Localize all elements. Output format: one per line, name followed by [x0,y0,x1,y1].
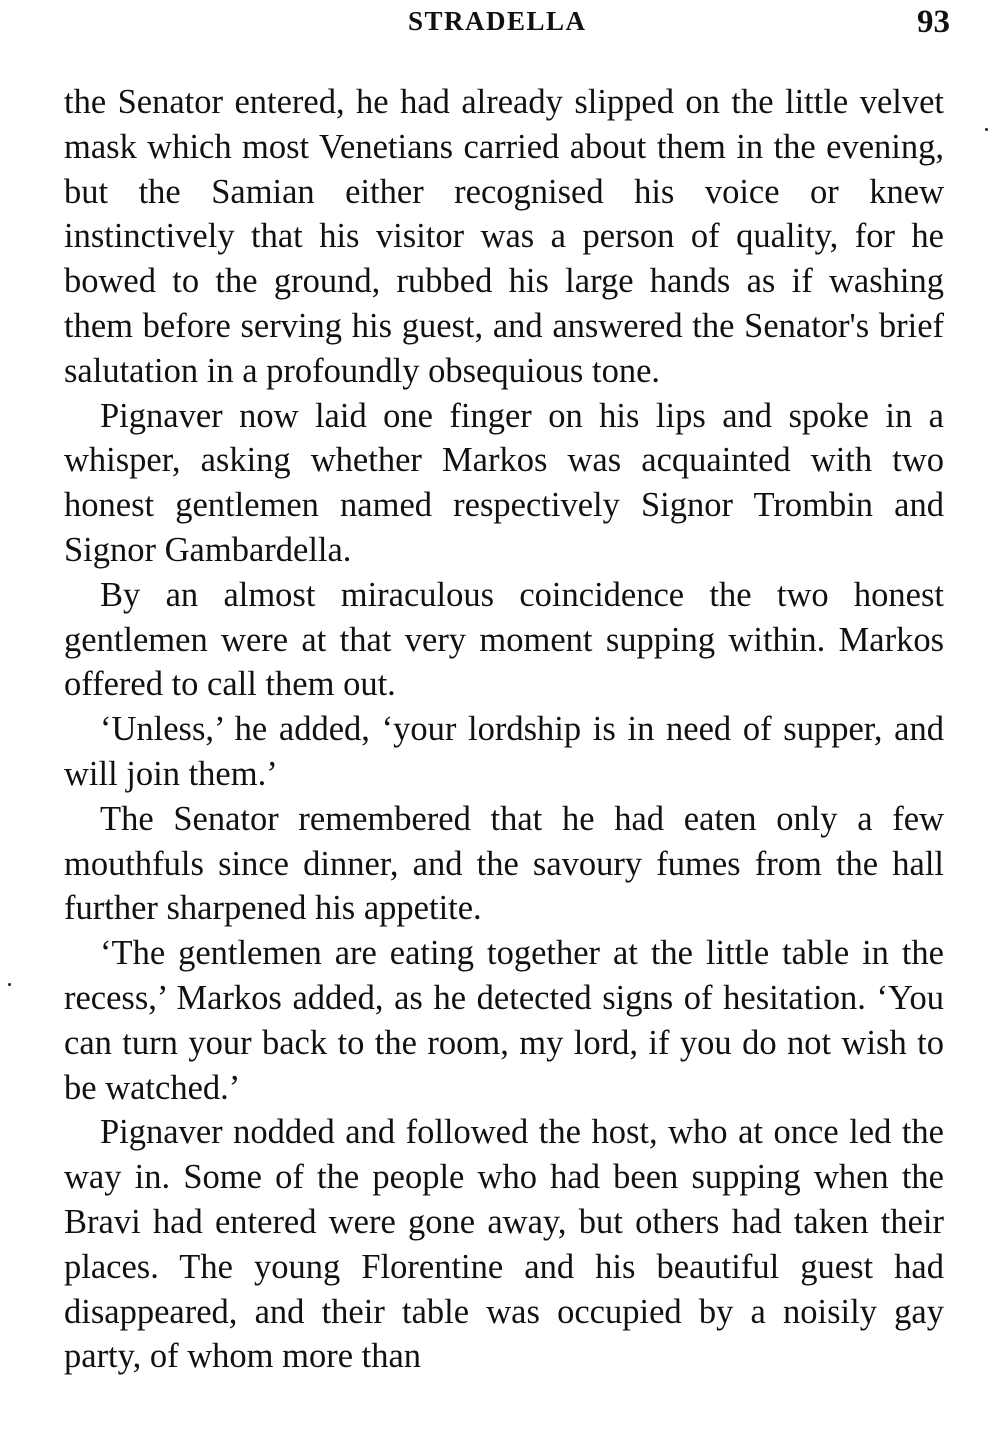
paragraph: Pignaver now laid one finger on his lips and spoke in a whisper, asking whether Markos was acquainted with two honest gentlemen named respectively Signor Trombin and Signor Gambardella. [64,396,944,569]
body-text [64,80,944,1379]
running-head [0,4,1000,44]
page-number: 93 [917,4,950,40]
running-title: STRADELLA [408,6,587,36]
paragraph: ‘Unless,’ he added, ‘your lordship is in need of supper, and will join them.’ [64,710,944,793]
paragraph: ‘The gentlemen are eating together at the little table in the recess,’ Markos added, as he detected signs of hesitation. ‘You can turn your back to the room, my lord, if you do not wish to be watched.’ [64,934,944,1107]
paragraph: By an almost miraculous coincidence the two honest gentlemen were at that very moment supping within. Markos offered to call them out. [64,575,944,704]
paragraph: Pignaver nodded and followed the host, who at once led the way in. Some of the people who had been supping when the Bravi had entered were gone away, but others had taken their places. The young Florentine and his beautiful guest had disappeared, and their table was occupied by a noisily gay party, of whom more than [64,1113,944,1376]
paragraph-continuation: the Senator entered, he had already slipped on the little velvet mask which most Venetians carried about them in the evening, but the Samian either recognised his voice or knew instinctively that his visitor was a person of quality, for he bowed to the ground, rubbed his large hands as if washing them before serving his guest, and answered the Senator's brief salutation in a profoundly obsequious tone. [64,83,944,390]
scan-speck [985,128,988,131]
scan-speck [8,983,11,986]
paragraph: The Senator remembered that he had eaten only a few mouthfuls since dinner, and the savoury fumes from the hall further sharpened his appetite. [64,799,944,928]
